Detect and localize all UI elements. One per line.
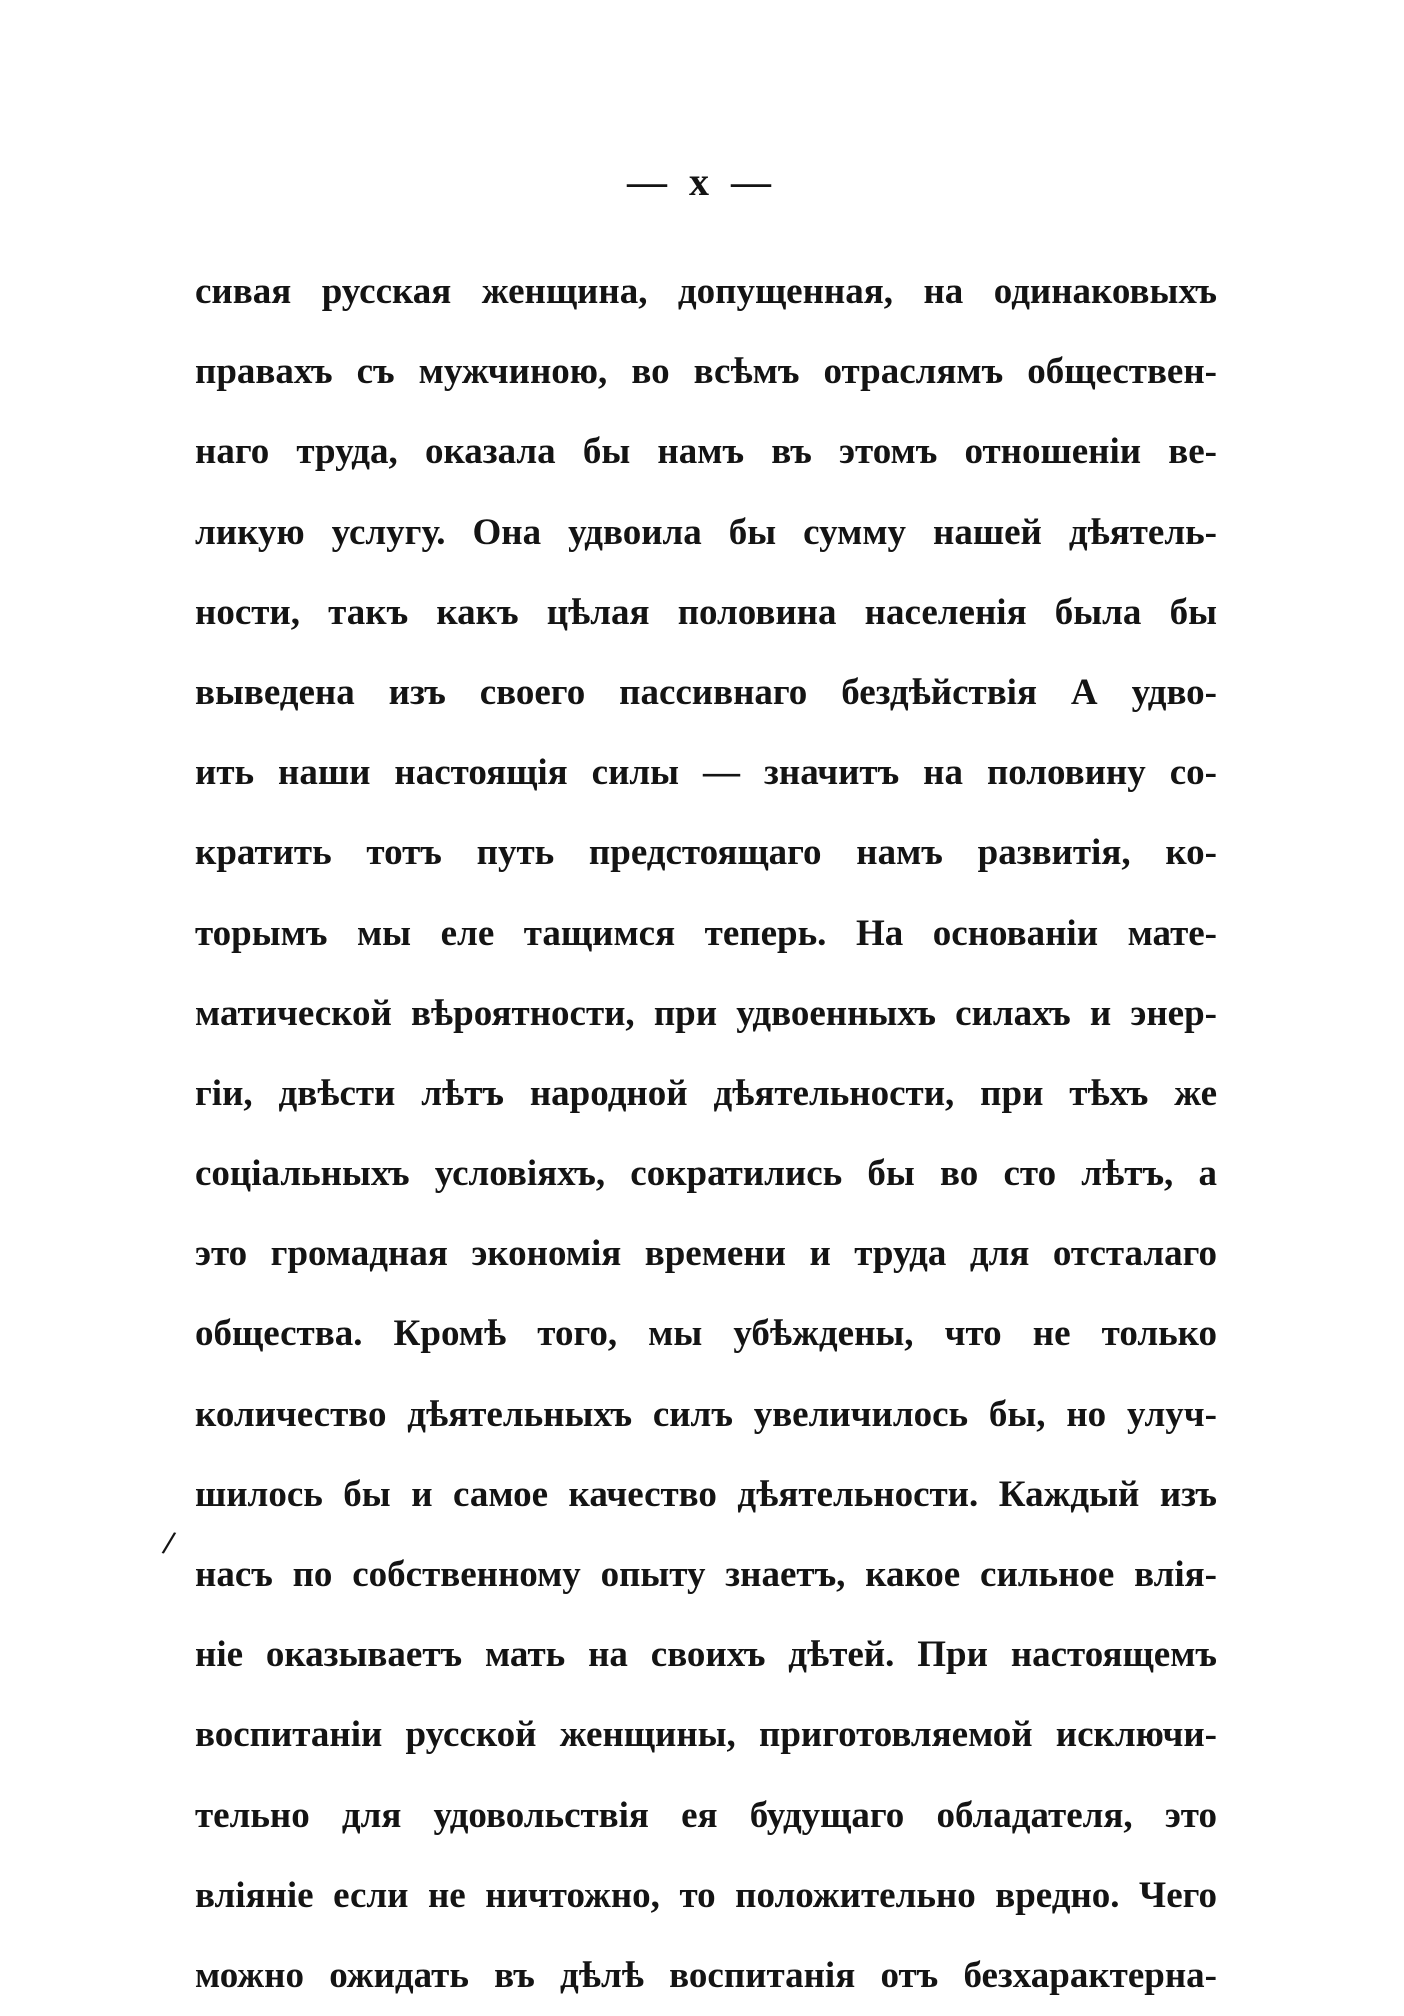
text-line: ликую услугу. Она удвоила бы сумму нашей дѣятель-	[195, 511, 1217, 553]
text-line: ніе оказываетъ мать на своихъ дѣтей. При настоящемъ	[195, 1634, 1217, 1676]
text-line: это громадная экономія времени и труда для отсталаго	[195, 1233, 1217, 1275]
text-line: вліяніе если не ничтожно, то положительно вредно. Чего	[195, 1874, 1217, 1916]
text-line: торымъ мы еле тащимся теперь. На основаніи мате-	[195, 912, 1217, 954]
margin-mark: /	[160, 1524, 178, 1563]
text-line: соціальныхъ условіяхъ, сократились бы во сто лѣтъ, а	[195, 1153, 1217, 1195]
text-line: наго труда, оказала бы намъ въ этомъ отношеніи ве-	[195, 431, 1217, 473]
text-line: ить наши настоящія силы — значитъ на половину со-	[195, 752, 1217, 794]
text-line: матической вѣроятности, при удвоенныхъ силахъ и энер-	[195, 992, 1217, 1034]
text-line: правахъ съ мужчиною, во всѣмъ отраслямъ обществен-	[195, 351, 1217, 393]
text-line: насъ по собственному опыту знаетъ, какое сильное влія-	[195, 1554, 1217, 1595]
body-text	[195, 252, 1217, 2016]
text-line: сивая русская женщина, допущенная, на одинаковыхъ	[195, 271, 1217, 312]
text-line: выведена изъ своего пассивнаго бездѣйствія А удво-	[195, 671, 1217, 713]
page-number: — x —	[627, 159, 777, 204]
text-line: кратить тотъ путь предстоящаго намъ развитія, ко-	[195, 832, 1217, 874]
text-line: ности, такъ какъ цѣлая половина населенія была бы	[195, 591, 1217, 633]
text-line: общества. Кромѣ того, мы убѣждены, что не только	[195, 1313, 1217, 1355]
text-line: гіи, двѣсти лѣтъ народной дѣятельности, при тѣхъ же	[195, 1072, 1217, 1114]
text-line: шилось бы и самое качество дѣятельности. Каждый изъ	[195, 1473, 1217, 1515]
text-line: количество дѣятельныхъ силъ увеличилось бы, но улуч-	[195, 1393, 1217, 1435]
text-line: воспитаніи русской женщины, приготовляемой исключи-	[195, 1714, 1217, 1756]
text-line: тельно для удовольствія ея будущаго обладателя, это	[195, 1794, 1217, 1836]
text-line: можно ожидать въ дѣлѣ воспитанія отъ безхарактерна-	[195, 1954, 1217, 1996]
